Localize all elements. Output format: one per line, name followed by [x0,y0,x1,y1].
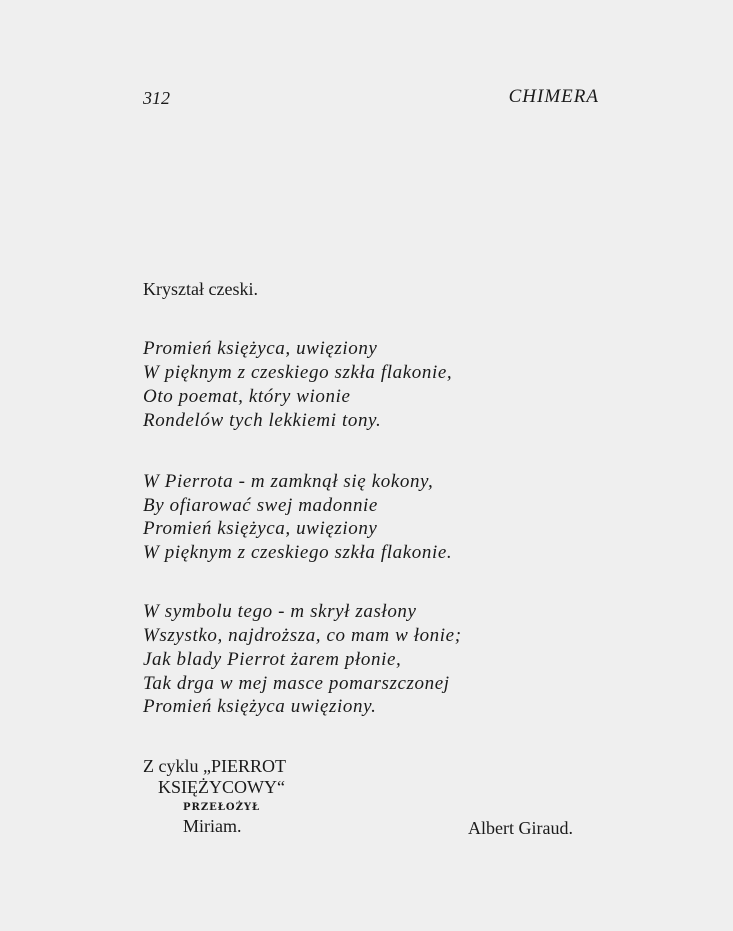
verse-line: Oto poemat, który wionie [143,386,351,407]
cycle-line-2: KSIĘŻYCOWY“ [158,777,285,797]
verse-line: W pięknym z czeskiego szkła flakonie. [143,542,453,563]
verse-line: Wszystko, najdroższa, co mam w łonie; [143,625,462,646]
verse-line: W Pierrota - m zamknął się kokony, [143,471,434,492]
poem-title: Kryształ czeski. [143,279,258,299]
verse-line: Tak drga w mej masce pomarszczonej [143,673,450,694]
running-head: CHIMERA [508,86,599,107]
verse-line: Jak blady Pierrot żarem płonie, [143,649,402,670]
verse-line: Rondelów tych lekkiemi tony. [143,410,382,431]
verse-line: Promień księżyca uwięziony. [143,696,377,717]
verse-line: Promień księżyca, uwięziony [143,338,378,359]
author-name: Albert Giraud. [468,818,573,838]
verse-line: W pięknym z czeskiego szkła flakonie, [143,362,453,383]
verse-line: Promień księżyca, uwięziony [143,518,378,539]
verse-line: By ofiarować swej madonnie [143,495,378,516]
page-number: 312 [143,88,170,108]
translated-by-label: PRZEŁOŻYŁ [183,802,261,813]
verse-line: W symbolu tego - m skrył zasłony [143,601,417,622]
cycle-line-1: Z cyklu „PIERROT [143,756,286,776]
translator-name: Miriam. [183,816,242,836]
